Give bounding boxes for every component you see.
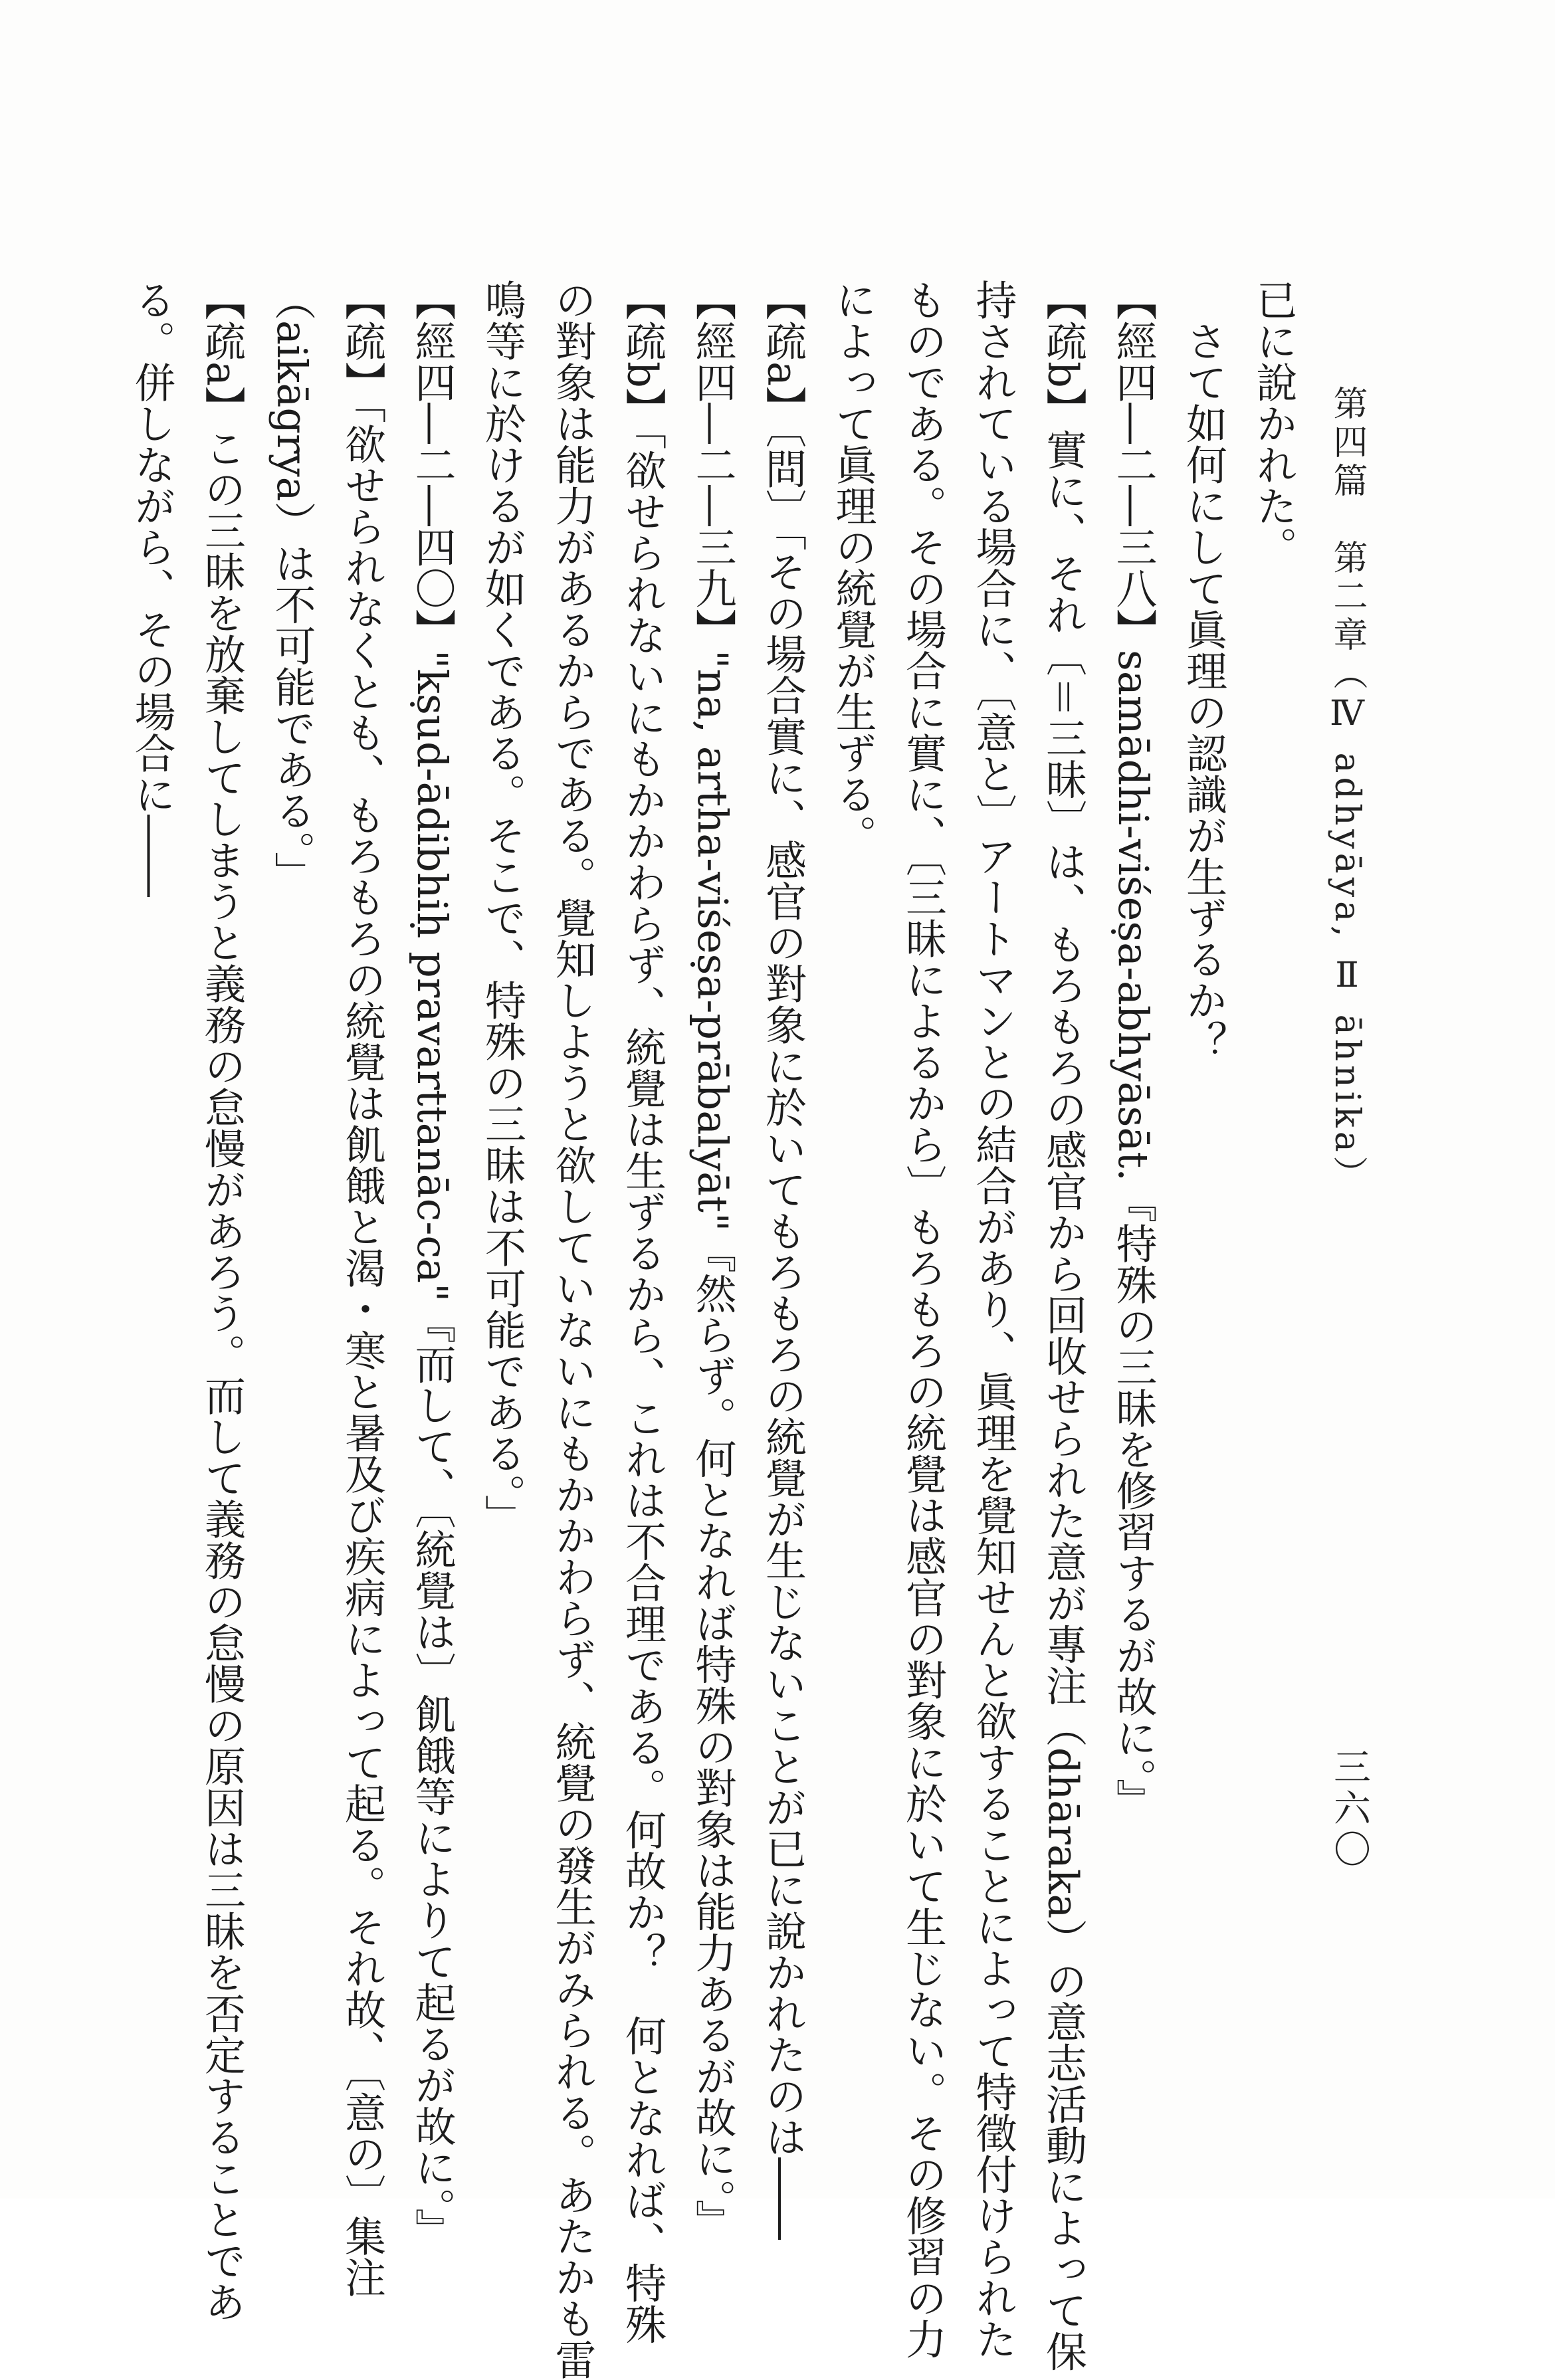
text-line: の對象は能力があるからである。覺知しようと欲していないにもかかわらず、統覺の發生がみられる。あたかも雷 (548, 279, 597, 2380)
text-line: 【經四―二―三九】"na, artha-viśeṣa-prābalyāt"『然らず。何となれば特殊の對象は能力あるが故に。』 (688, 279, 737, 2241)
text-line: 【疏a】〔問〕「その場合實に、感官の對象に於いてもろもろの統覺が生じないことが已に說かれたのは―― (758, 279, 807, 2240)
text-line: 持されている場合に、〔意と〕アートマンとの結合があり、眞理を覺知せんと欲することによって特徵付けられた (969, 279, 1017, 2359)
text-line: さて如何にして眞理の認識が生ずるか？ (1179, 320, 1228, 1062)
text-line: ものである。その場合に實に、〔三昧によるから〕もろもろの統覺は感官の對象に於いて生じない。その修習の力 (898, 279, 948, 2359)
text-line: 【疏】「欲せられなくとも、もろもろの統覺は飢餓と渴・寒と暑及び疾病によって起る。それ故、〔意の〕集注 (338, 279, 387, 2298)
running-header: 第四篇 第二章（Ⅳ adhyāya, Ⅱ āhnika） (1327, 385, 1367, 1195)
text-line: る。併しながら、その場合に―― (128, 279, 176, 897)
text-line: によって眞理の統覺が生ずる。 (829, 279, 877, 856)
page-number: 三六〇 (1328, 1747, 1371, 1871)
text-line: 【疏a】この三昧を放棄してしまうと義務の怠慢があろう。而して義務の怠慢の原因は三昧を否定することであ (197, 279, 247, 2322)
text-line: 【疏b】「欲せられないにもかかわらず、統覺は生ずるから、これは不合理である。何故か？ 何となれば、特殊 (618, 279, 667, 2345)
text-line: 已に說かれた。 (1249, 279, 1298, 567)
text-line: 【經四―二―四〇】"kṣud-ādibhiḥ pravarttanāc-ca"『而して、〔統覺は〕飢餓等によりて起るが故に。』 (408, 279, 457, 2250)
text-line: （aikāgrya）は不可能である。」 (268, 279, 316, 893)
text-line: 鳴等に於けるが如くである。そこで、特殊の三昧は不可能である。」 (478, 279, 527, 1536)
text-line: 【疏b】實に、それ〔＝三昧〕は、もろもろの感官から回收せられた意が專注（dhāraka）の意志活動によって保 (1039, 279, 1088, 2372)
text-line: 【經四―二―三八】samādhi-viśeṣa-abhyāsāt.『特殊の三昧を修習するが故に。』 (1109, 279, 1158, 1821)
